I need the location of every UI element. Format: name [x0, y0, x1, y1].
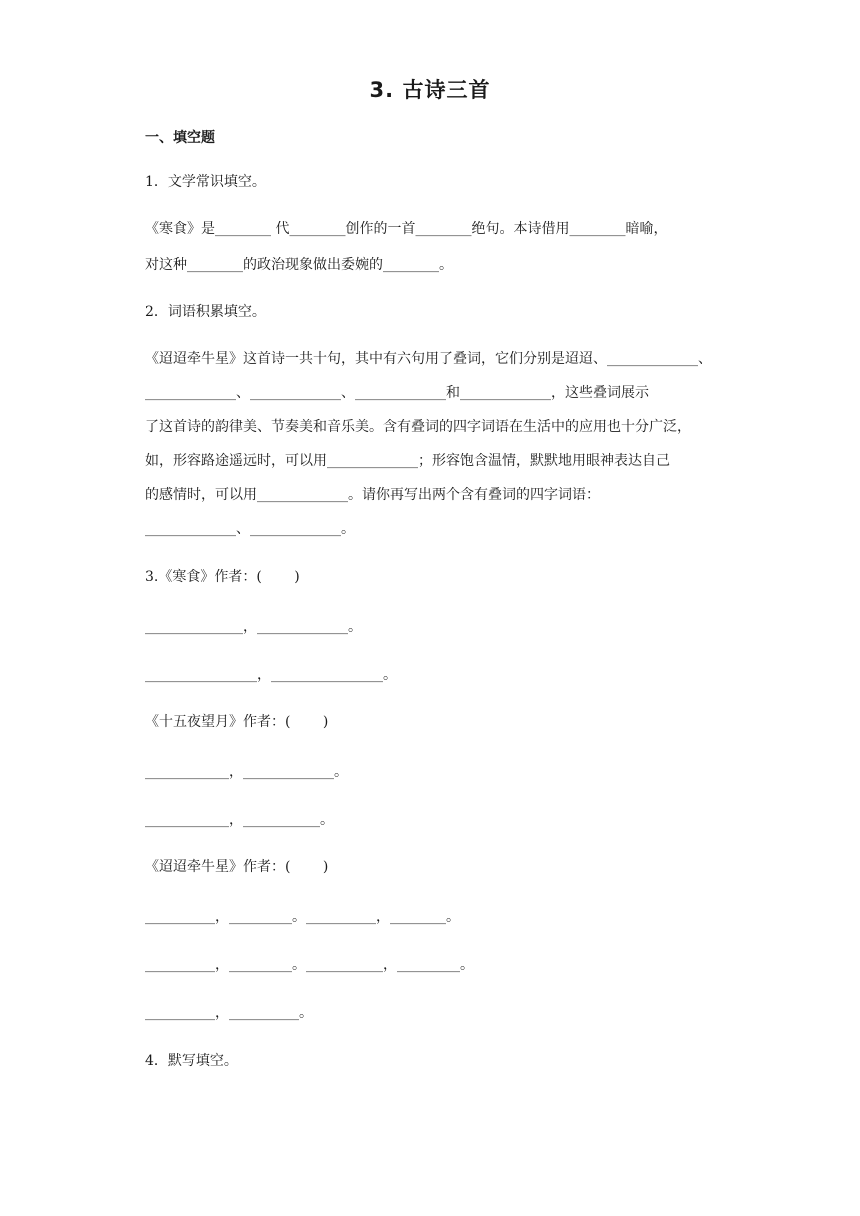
- hanshi-answer-line: ________________，________________。: [145, 667, 397, 683]
- section-heading: 一、填空题: [145, 130, 215, 146]
- q3-heading: 3.《寒食》作者：( ): [145, 569, 300, 585]
- tiaotiao-answer-line: __________，_________。__________，________。: [145, 909, 460, 925]
- tiaotiao-heading: 《迢迢牵牛星》作者：( ): [145, 859, 329, 875]
- tiaotiao-answer-line: __________，_________。___________，_________。: [145, 957, 474, 973]
- tiaotiao-answer-line: __________，__________。: [145, 1005, 313, 1021]
- shiwu-answer-line: ____________，_____________。: [145, 764, 348, 780]
- shiwu-answer-line: ____________，___________。: [145, 812, 334, 828]
- q1-line: 《寒食》是________ 代________创作的一首________绝句。本诗借用________暗喻，: [145, 221, 668, 237]
- q1-heading: 1．文学常识填空。: [145, 174, 266, 190]
- q4-heading: 4．默写填空。: [145, 1053, 238, 1069]
- q2-line: 的感情时，可以用_____________。请你再写出两个含有叠词的四字词语：: [145, 487, 600, 503]
- hanshi-answer-line: ______________，_____________。: [145, 619, 362, 635]
- q2-line: _____________、_____________。: [145, 521, 355, 537]
- q2-line: _____________、_____________、_____________和_____________，这些叠词展示: [145, 385, 649, 401]
- q2-heading: 2．词语积累填空。: [145, 304, 266, 320]
- q2-line: 如，形容路途遥远时，可以用_____________；形容饱含温情，默默地用眼神表达自己: [145, 453, 670, 469]
- page-title: 3. 古诗三首: [369, 78, 491, 102]
- shiwu-heading: 《十五夜望月》作者：( ): [145, 714, 329, 730]
- q2-line: 《迢迢牵牛星》这首诗一共十句，其中有六句用了叠词，它们分别是迢迢、_____________、: [145, 351, 712, 367]
- q2-line: 了这首诗的韵律美、节奏美和音乐美。含有叠词的四字词语在生活中的应用也十分广泛，: [145, 419, 691, 435]
- q1-line: 对这种________的政治现象做出委婉的________。: [145, 257, 453, 273]
